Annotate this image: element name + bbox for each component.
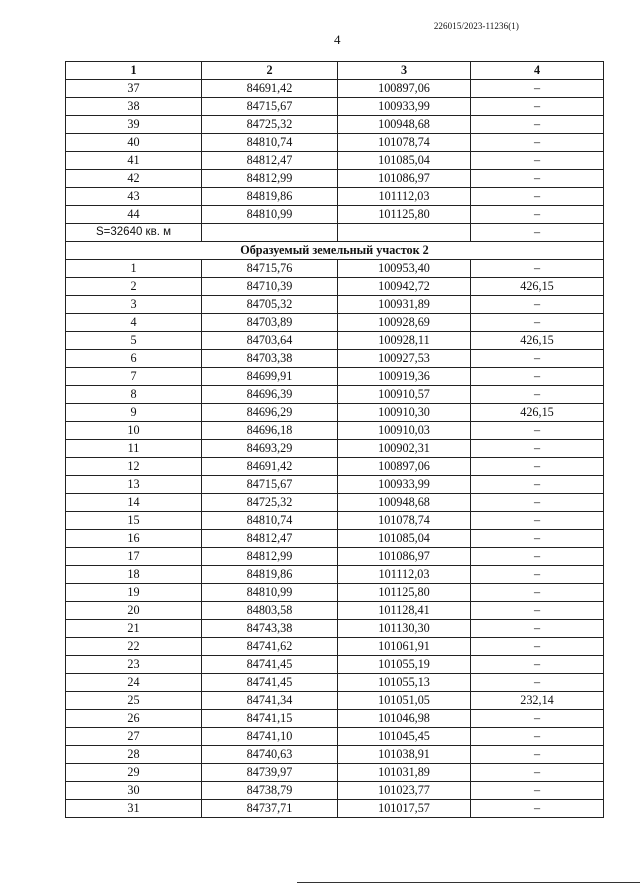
table-row (66, 800, 604, 818)
table-row (66, 314, 604, 332)
table-body-bottom (66, 260, 604, 818)
table-cell: – (471, 530, 604, 548)
table-cell: – (471, 188, 604, 206)
table-cell: 100942,72 (338, 278, 471, 296)
table-row (66, 350, 604, 368)
table-row (66, 602, 604, 620)
table-cell: – (471, 98, 604, 116)
table-cell: 100897,06 (338, 458, 471, 476)
table-cell: 101130,30 (338, 620, 471, 638)
table-cell: 100933,99 (338, 476, 471, 494)
table-cell: 84743,38 (202, 620, 338, 638)
table-cell: 11 (66, 440, 202, 458)
table-cell: – (471, 494, 604, 512)
table-row (66, 512, 604, 530)
table-cell: 84740,63 (202, 746, 338, 764)
table-cell: 101046,98 (338, 710, 471, 728)
table-cell: 4 (66, 314, 202, 332)
table-row (66, 98, 604, 116)
table-cell: 15 (66, 512, 202, 530)
table-row (66, 782, 604, 800)
column-header: 3 (338, 62, 471, 80)
table-cell: 13 (66, 476, 202, 494)
table-body-top (66, 80, 604, 224)
table-row (66, 638, 604, 656)
table-cell: 100902,31 (338, 440, 471, 458)
table-cell: 22 (66, 638, 202, 656)
table-cell: – (471, 602, 604, 620)
table-cell: 100897,06 (338, 80, 471, 98)
table-cell: 84696,39 (202, 386, 338, 404)
table-row (66, 278, 604, 296)
table-cell: 84810,74 (202, 512, 338, 530)
table-row (66, 692, 604, 710)
table-cell: 101085,04 (338, 152, 471, 170)
table-cell: 29 (66, 764, 202, 782)
column-header: 1 (66, 62, 202, 80)
table-row (66, 548, 604, 566)
table-cell: 101055,13 (338, 674, 471, 692)
table-cell: 101051,05 (338, 692, 471, 710)
section-row (66, 242, 604, 260)
table-cell: 100948,68 (338, 116, 471, 134)
table-cell: 84819,86 (202, 566, 338, 584)
table-row (66, 260, 604, 278)
table-row (66, 116, 604, 134)
table-cell: 84810,99 (202, 206, 338, 224)
table-row (66, 368, 604, 386)
table-cell: 84715,76 (202, 260, 338, 278)
footer-rule (297, 882, 640, 883)
table-cell: 17 (66, 548, 202, 566)
area-label: S=32640 кв. м (66, 224, 202, 242)
table-cell: – (471, 152, 604, 170)
table-cell: 5 (66, 332, 202, 350)
table-cell: 84810,74 (202, 134, 338, 152)
table-cell: 84715,67 (202, 98, 338, 116)
table-cell: – (471, 782, 604, 800)
table-cell: 84703,89 (202, 314, 338, 332)
table-cell: 100910,03 (338, 422, 471, 440)
table-row (66, 674, 604, 692)
table-cell: – (471, 566, 604, 584)
table-cell: 84741,15 (202, 710, 338, 728)
table-cell: 44 (66, 206, 202, 224)
table-cell: 8 (66, 386, 202, 404)
table-cell: – (471, 620, 604, 638)
table-cell: – (471, 476, 604, 494)
table-cell: 232,14 (471, 692, 604, 710)
table-row (66, 530, 604, 548)
table-cell: 84725,32 (202, 116, 338, 134)
table-cell: – (471, 206, 604, 224)
table-cell: 1 (66, 260, 202, 278)
table-cell: – (471, 728, 604, 746)
table-row (66, 710, 604, 728)
table-cell: 101055,19 (338, 656, 471, 674)
table-cell: 84737,71 (202, 800, 338, 818)
table-cell: – (471, 584, 604, 602)
table-cell: 84812,47 (202, 152, 338, 170)
table-cell: 43 (66, 188, 202, 206)
table-cell: 6 (66, 350, 202, 368)
table-cell: 426,15 (471, 332, 604, 350)
table-cell: 100910,30 (338, 404, 471, 422)
area-row (66, 224, 604, 242)
table-cell: 84699,91 (202, 368, 338, 386)
table-row (66, 332, 604, 350)
table-row (66, 386, 604, 404)
column-header: 4 (471, 62, 604, 80)
table-cell: 100910,57 (338, 386, 471, 404)
table-cell: 84739,97 (202, 764, 338, 782)
table-row (66, 206, 604, 224)
table-cell: 101125,80 (338, 584, 471, 602)
table-cell: 426,15 (471, 278, 604, 296)
table-cell: 3 (66, 296, 202, 314)
table-cell: 16 (66, 530, 202, 548)
column-header: 2 (202, 62, 338, 80)
table-cell: 101017,57 (338, 800, 471, 818)
table-cell: 84812,99 (202, 170, 338, 188)
table-row (66, 80, 604, 98)
table-cell: 101031,89 (338, 764, 471, 782)
table-cell: 101045,45 (338, 728, 471, 746)
area-empty-cell (338, 224, 471, 242)
table-cell: 24 (66, 674, 202, 692)
table-cell: – (471, 656, 604, 674)
table-cell: 101038,91 (338, 746, 471, 764)
table-cell: 38 (66, 98, 202, 116)
table-row (66, 656, 604, 674)
table-cell: 26 (66, 710, 202, 728)
table-row (66, 620, 604, 638)
table-cell: 101078,74 (338, 134, 471, 152)
table-cell: 84803,58 (202, 602, 338, 620)
table-cell: 100919,36 (338, 368, 471, 386)
table-cell: 101023,77 (338, 782, 471, 800)
table-cell: – (471, 764, 604, 782)
table-row (66, 584, 604, 602)
table-cell: 101061,91 (338, 638, 471, 656)
table-cell: 101086,97 (338, 170, 471, 188)
table-cell: 101128,41 (338, 602, 471, 620)
table-cell: 2 (66, 278, 202, 296)
table-cell: 84738,79 (202, 782, 338, 800)
table-cell: – (471, 368, 604, 386)
table-cell: – (471, 638, 604, 656)
table-cell: 426,15 (471, 404, 604, 422)
table-cell: 84703,38 (202, 350, 338, 368)
table-cell: 84691,42 (202, 80, 338, 98)
table-cell: 20 (66, 602, 202, 620)
table-cell: 12 (66, 458, 202, 476)
table-cell: 23 (66, 656, 202, 674)
table-row (66, 170, 604, 188)
table-cell: – (471, 296, 604, 314)
table-cell: 84810,99 (202, 584, 338, 602)
table-cell: – (471, 512, 604, 530)
table-cell: 9 (66, 404, 202, 422)
table-cell: 84703,64 (202, 332, 338, 350)
table-cell: 84741,45 (202, 656, 338, 674)
table-cell: – (471, 548, 604, 566)
header-row (66, 62, 604, 80)
table-cell: – (471, 422, 604, 440)
table-cell: 100948,68 (338, 494, 471, 512)
table-cell: 21 (66, 620, 202, 638)
table-cell: 84812,99 (202, 548, 338, 566)
table-cell: – (471, 350, 604, 368)
table-row (66, 458, 604, 476)
table-cell: – (471, 674, 604, 692)
table-cell: 84715,67 (202, 476, 338, 494)
table-cell: 101078,74 (338, 512, 471, 530)
table-cell: 101086,97 (338, 548, 471, 566)
table-cell: – (471, 134, 604, 152)
table-cell: 28 (66, 746, 202, 764)
table-row (66, 296, 604, 314)
area-empty-cell (202, 224, 338, 242)
table-cell: 101085,04 (338, 530, 471, 548)
area-value: – (471, 224, 604, 242)
table-cell: 84812,47 (202, 530, 338, 548)
table-row (66, 440, 604, 458)
table-row (66, 188, 604, 206)
table-row (66, 764, 604, 782)
table-cell: 84741,62 (202, 638, 338, 656)
table-cell: – (471, 260, 604, 278)
table-cell: – (471, 80, 604, 98)
table-row (66, 404, 604, 422)
table-cell: 18 (66, 566, 202, 584)
table-row (66, 422, 604, 440)
table-cell: 27 (66, 728, 202, 746)
table-row (66, 494, 604, 512)
table-cell: 100931,89 (338, 296, 471, 314)
table-cell: – (471, 170, 604, 188)
table-cell: – (471, 440, 604, 458)
document-number: 226015/2023-11236(1) (433, 21, 519, 31)
table-cell: 42 (66, 170, 202, 188)
table-cell: 25 (66, 692, 202, 710)
table-cell: 41 (66, 152, 202, 170)
table-row (66, 566, 604, 584)
table-cell: – (471, 386, 604, 404)
table-cell: 7 (66, 368, 202, 386)
table-cell: 100953,40 (338, 260, 471, 278)
table-cell: – (471, 710, 604, 728)
table-cell: 84693,29 (202, 440, 338, 458)
table-cell: 30 (66, 782, 202, 800)
table-cell: 84741,34 (202, 692, 338, 710)
table-cell: 10 (66, 422, 202, 440)
table-cell: 84710,39 (202, 278, 338, 296)
table-cell: 19 (66, 584, 202, 602)
table-cell: 100928,69 (338, 314, 471, 332)
table-cell: 101125,80 (338, 206, 471, 224)
table-row (66, 152, 604, 170)
table-row (66, 746, 604, 764)
table-cell: 84741,10 (202, 728, 338, 746)
table-row (66, 134, 604, 152)
table-cell: 84705,32 (202, 296, 338, 314)
table-cell: 84696,29 (202, 404, 338, 422)
table-cell: 37 (66, 80, 202, 98)
coordinates-table (65, 61, 604, 818)
table-cell: 101112,03 (338, 566, 471, 584)
table-cell: – (471, 314, 604, 332)
table-row (66, 728, 604, 746)
table-cell: 84696,18 (202, 422, 338, 440)
table-cell: 101112,03 (338, 188, 471, 206)
table-cell: – (471, 800, 604, 818)
table-cell: 84725,32 (202, 494, 338, 512)
table-row (66, 476, 604, 494)
table-cell: – (471, 458, 604, 476)
table-cell: 84691,42 (202, 458, 338, 476)
table-cell: 40 (66, 134, 202, 152)
section-title: Образуемый земельный участок 2 (66, 242, 604, 260)
page-number: 4 (334, 32, 341, 47)
table-cell: – (471, 746, 604, 764)
table-cell: 39 (66, 116, 202, 134)
table-cell: 31 (66, 800, 202, 818)
table-cell: 100933,99 (338, 98, 471, 116)
table-cell: 100928,11 (338, 332, 471, 350)
table-cell: 84741,45 (202, 674, 338, 692)
table-cell: 14 (66, 494, 202, 512)
table-cell: 84819,86 (202, 188, 338, 206)
table-cell: – (471, 116, 604, 134)
table-cell: 100927,53 (338, 350, 471, 368)
